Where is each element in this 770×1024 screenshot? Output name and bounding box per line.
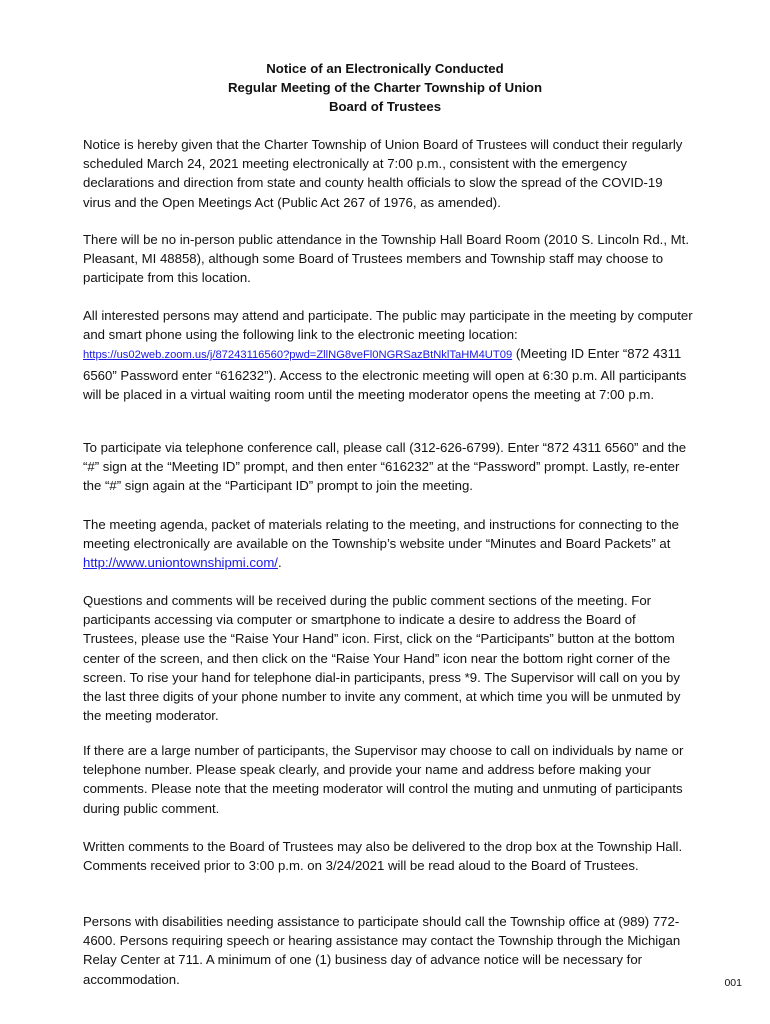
notice-title (0, 59, 770, 117)
paragraph-participation-text-1: All interested persons may attend and participate. The public may participate in the meeting by computer and smart phone using the following link to the electronic meeting location: (83, 308, 693, 343)
paragraph-telephone: To participate via telephone conference call, please call (312-626-6799). Enter “872 4311 6560” and the “#” sign at the “Meeting ID” prompt, and then enter “616232” at the “Password” prompt. Lastly, re-enter the “#” sign again at the “Participant ID” prompt to join the meeting. (83, 440, 687, 494)
paragraph-comments: Questions and comments will be received during the public comment sections of the meeting. For participants accessing via computer or smartphone to indicate a desire to address the Board of Trustees, please use the “Raise Your Hand” icon. First, click on the “Participants” button at the bottom center of the screen, and then click on the “Raise Your Hand” icon near the bottom right corner of the screen. To rise your hand for telephone dial-in participants, press *9. The Supervisor will call on you by the last three digits of your phone number to invite any comment, at which time you will be unmuted by the meeting moderator. (83, 593, 681, 724)
zoom-meeting-link[interactable]: https://us02web.zoom.us/j/87243116560?pwd=ZllNG8veFl0NGRSazBtNklTaHM4UT09 (83, 349, 513, 362)
township-website-link[interactable]: http://www.uniontownshipmi.com/ (83, 555, 278, 571)
paragraph-agenda-text-2: . (277, 555, 282, 571)
page-number: 001 (724, 977, 742, 989)
title-line-1: Notice of an Electronically Conducted (266, 61, 504, 76)
title-line-3: Board of Trustees (328, 99, 442, 115)
paragraph-agenda-text-1: The meeting agenda, packet of materials relating to the meeting, and instructions for connecting to the meeting electronically are available on the Township’s website under “Minutes and Board Packets” at (83, 517, 679, 552)
paragraph-participation-text-2: (Meeting ID Enter “872 4311 6560” Password enter “616232”). Access to the electronic meeting will open at 6:30 p.m. All participants will be placed in a virtual waiting room until the meeting moderator opens the meeting at 7:00 p.m. (83, 346, 687, 402)
paragraph-participation (83, 306, 693, 404)
paragraph-notice: Notice is hereby given that the Charter Township of Union Board of Trustees will conduct their regularly scheduled March 24, 2021 meeting electronically at 7:00 p.m., consistent with the emergency declarations and direction from state and county health officials to slow the spread of the COVID-19 virus and the Open Meetings Act (Public Act 267 of 1976, as amended). (83, 137, 683, 210)
paragraph-written-comments: Written comments to the Board of Trustees may also be delivered to the drop box at the Township Hall. Comments received prior to 3:00 p.m. on 3/24/2021 will be read aloud to the Board of Trustees. (83, 839, 683, 874)
paragraph-accessibility: Persons with disabilities needing assistance to participate should call the Township office at (989) 772-4600. Persons requiring speech or hearing assistance may contact the Township through the Michigan Relay Center at 711. A minimum of one (1) business day of advance notice will be necessary for accommodation. (83, 914, 681, 987)
paragraph-attendance: There will be no in-person public attendance in the Township Hall Board Room (2010 S. Lincoln Rd., Mt. Pleasant, MI 48858), although some Board of Trustees members and Township staff may choose to participate from this location. (83, 232, 689, 286)
title-line-2: Regular Meeting of the Charter Township of Union (227, 80, 543, 96)
paragraph-agenda (83, 515, 693, 573)
paragraph-large-participation: If there are a large number of participants, the Supervisor may choose to call on individuals by name or telephone number. Please speak clearly, and provide your name and address before making your comments. Please note that the meeting moderator will control the muting and unmuting of participants during public comment. (83, 743, 684, 816)
